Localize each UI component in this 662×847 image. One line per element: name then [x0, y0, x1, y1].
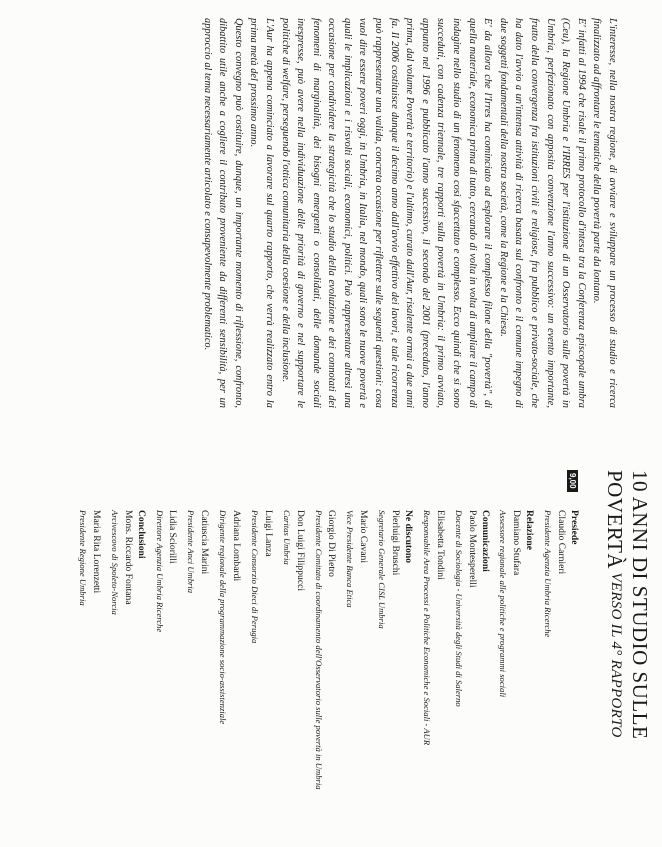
speaker-role: Vice Presidente Banca Etica	[345, 510, 356, 608]
speaker-name: Mario Cavani	[358, 510, 370, 564]
speaker-name: Catiuscia Marini	[199, 510, 211, 575]
speaker-role: Presidente Anci Umbria	[186, 510, 197, 594]
speaker-role: Presidente Agenzia Umbria Ricerche	[543, 510, 554, 638]
speaker-role: Caritas Umbria	[281, 510, 292, 565]
speaker-name: Mons. Riccardo Fontana	[122, 510, 134, 605]
spacer	[274, 510, 280, 830]
speaker-role: Segretario Generale CISL Umbria	[377, 510, 388, 629]
speaker-name: Pierluigi Bruschi	[390, 510, 402, 576]
speaker-role: Presidente Comitato di coordinamento dell'Osservatorio sulle povertà in Umbria	[313, 510, 324, 790]
speaker-name: Claudio Carnieri	[556, 510, 568, 575]
intro-paragraph-5: Questo convegno può costituire, dunque, un importante momento di riflessione, confronto, dibattito utile anche a cogliere il contributo proveniente da differenti sensibilità, per un approccio al tema necessariamente articolato e consapevolmente problematico.	[201, 18, 244, 408]
program-sessions	[76, 510, 580, 830]
speaker-role: Arcivescovo di Spoleto-Norcia	[109, 510, 120, 615]
speaker-role: Presidente Regione Umbria	[78, 510, 88, 606]
speaker-name: Giorgio Di Pietro	[326, 510, 338, 577]
speaker-name: Adriana Lombardi	[231, 510, 243, 582]
spacer	[306, 510, 312, 830]
session-heading: Relazione	[524, 510, 536, 550]
spacer	[147, 510, 153, 830]
speaker-name: Lidia Sciorilli	[167, 510, 179, 564]
spacer	[491, 510, 497, 830]
speaker-role: Docente di Sociologia - Università degli Studi di Salerno	[453, 510, 464, 707]
speaker-role: Direttore Agenzia Umbria Ricerche	[154, 510, 165, 633]
speaker-name: Paolo Montesperelli	[466, 510, 478, 588]
speaker-name: Don Luigi Filippucci	[294, 510, 306, 592]
intro-paragraph-4: L'Aur ha appena cominciato a lavorare sul quarto rapporto, che verrà realizzato entro la prima metà del prossimo anno.	[248, 18, 275, 408]
introduction-text	[199, 18, 620, 408]
intro-paragraph-1: L'interesse, nella nostra regione, di avviare e sviluppare un processo di studio e ricerca finalizzato ad affrontare le tematiche della povertà parte da lontano.	[591, 18, 618, 408]
session-heading: Ne discutono	[403, 510, 415, 564]
speaker-role: Dirigente regionale della programmazione socio-assistenziale	[218, 510, 229, 725]
spacer	[446, 510, 452, 830]
session-heading: Comunicazioni	[479, 510, 491, 572]
program-subtitle: VERSO IL 4° RAPPORTO	[608, 572, 624, 738]
speaker-name: Elisabetta Tondini	[434, 510, 446, 580]
speaker-role: Presidente Consorzio Dieci di Perugia	[249, 510, 260, 644]
speaker-role: Assessore regionale alle politiche e programmi sociali	[498, 510, 509, 698]
start-time-badge: 9,00	[567, 470, 578, 492]
intro-paragraph-2: E' infatti al 1994 che risale il primo protocollo d'intesa tra la Conferenza episcopale umbra (Ceu), la Regione Umbria e l'IRRES per l'istituzione di un Osservatorio sulle povertà in Umbria, perfezionato con apposita convenzione l'anno successivo: un evento importante, frutto della convergenza fra istituzioni civili e religiose, fra pubblico e privato-sociale, che ha dato l'avvio a un'intensa attività di ricerca basata sul confronto e il comune impegno di due soggetti fondamentali della nostra società, come la Regione e la Chiesa.	[497, 18, 587, 408]
speaker-role: Responsabile Area Processi e Politiche Economiche e Sociali - AUR	[421, 510, 432, 746]
speaker-name: Damiano Stufara	[511, 510, 523, 576]
speaker-name: Luigi Lanza	[262, 510, 274, 557]
intro-paragraph-3: E' da allora che l'Irres ha cominciato ad esplorare il complesso filone della "povertà", di quella materiale, economica prima di tutto, cercando di volta in volta di ampliare il campo di indagine nello studio di un fenomeno così sfaccettato e complesso. Ecco quindi che si sono succeduti, con cadenza triennale, tre rapporti sulla povertà in Umbria: il primo avviato, appunto nel 1996 e pubblicato l'anno successivo, il secondo del 2001 (preceduto, l'anno prima, dal volume Povertà e territorio) e l'ultimo, curato dall'Aur, risalente ormai a due anni fa. Il 2006 costituisce dunque il decimo anno dall'avvio effettivo dei lavori, e tale ricorrenza può rappresentare una valida, concreta occasione per riflettere sulle seguenti questioni: cosa vuol dire essere poveri oggi, in Umbria, in Italia, nel mondo, quali sono le nuove povertà e quali le implicazioni e i risvolti sociali, economici, politici. Può rappresentare altresì una occasione per condividere la strategicità che lo studio della evoluzione e dei connotati dei fenomeni di marginalità, dei bisogni emergenti o consolidati, delle domande sociali inespresse, può avere nella individuazione delle priorità di governo e nel supportare le politiche di welfare, perseguendo l'ottica comunitaria della coesione e della inclusione.	[279, 18, 494, 408]
speaker-name: Maria Rita Lorenzetti	[90, 510, 102, 594]
session-heading: Conclusioni	[135, 510, 147, 559]
program-title: 10 ANNI DI STUDIO SULLE POVERTÀ	[603, 470, 652, 740]
session-heading: Presiede	[569, 510, 580, 545]
